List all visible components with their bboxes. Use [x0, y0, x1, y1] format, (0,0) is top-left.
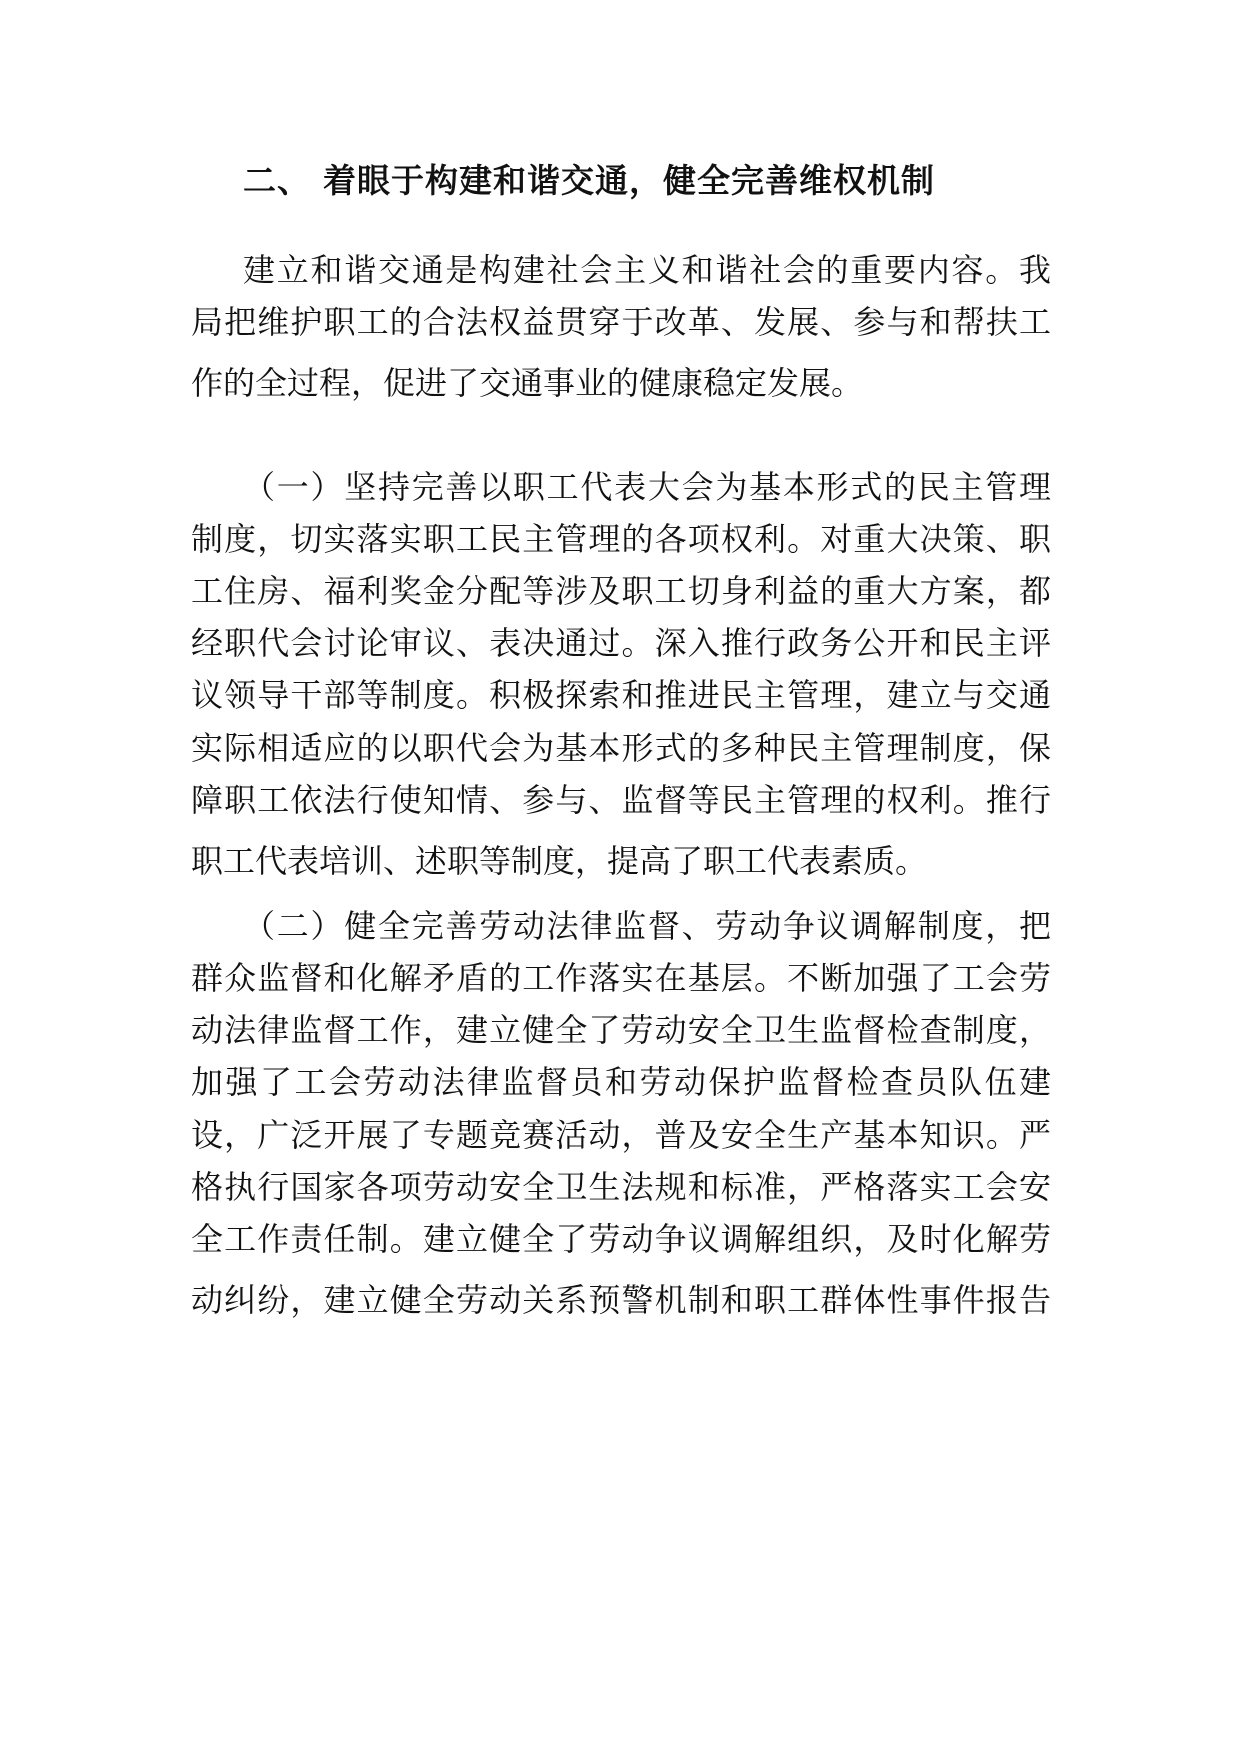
text-line: 加强了工会劳动法律监督员和劳动保护监督检查员队伍建 — [191, 1063, 1051, 1101]
section-heading — [243, 155, 935, 202]
text-line: 制度，切实落实职工民主管理的各项权利。对重大决策、职 — [191, 520, 1051, 558]
text-line: 议领导干部等制度。积极探索和推进民主管理，建立与交通 — [191, 676, 1051, 714]
text-line: 职工代表培训、述职等制度，提高了职工代表素质。 — [191, 842, 928, 880]
text-line: 实际相适应的以职代会为基本形式的多种民主管理制度，保 — [191, 729, 1051, 767]
text-line: 动法律监督工作，建立健全了劳动安全卫生监督检查制度， — [191, 1011, 1051, 1049]
text-line: 经职代会讨论审议、表决通过。深入推行政务公开和民主评 — [191, 624, 1051, 662]
section-number: 二、 — [243, 161, 311, 200]
text-line: 局把维护职工的合法权益贯穿于改革、发展、参与和帮扶工 — [191, 303, 1051, 341]
text-line: （一）坚持完善以职工代表大会为基本形式的民主管理 — [243, 468, 1051, 506]
text-line: 建立和谐交通是构建社会主义和谐社会的重要内容。我 — [243, 251, 1051, 289]
text-line: 障职工依法行使知情、参与、监督等民主管理的权利。推行 — [191, 781, 1051, 819]
text-line: 群众监督和化解矛盾的工作落实在基层。不断加强了工会劳 — [191, 959, 1051, 997]
text-line: 作的全过程，促进了交通事业的健康稳定发展。 — [191, 364, 864, 402]
text-line: 动纠纷，建立健全劳动关系预警机制和职工群体性事件报告 — [191, 1281, 1051, 1319]
text-line: （二）健全完善劳动法律监督、劳动争议调解制度，把 — [243, 907, 1051, 945]
section-title: 着眼于构建和谐交通，健全完善维权机制 — [323, 161, 935, 200]
text-line: 工住房、福利奖金分配等涉及职工切身利益的重大方案，都 — [191, 572, 1051, 610]
text-line: 全工作责任制。建立健全了劳动争议调解组织，及时化解劳 — [191, 1220, 1051, 1258]
text-line: 设，广泛开展了专题竞赛活动，普及安全生产基本知识。严 — [191, 1116, 1051, 1154]
text-line: 格执行国家各项劳动安全卫生法规和标准，严格落实工会安 — [191, 1168, 1051, 1206]
